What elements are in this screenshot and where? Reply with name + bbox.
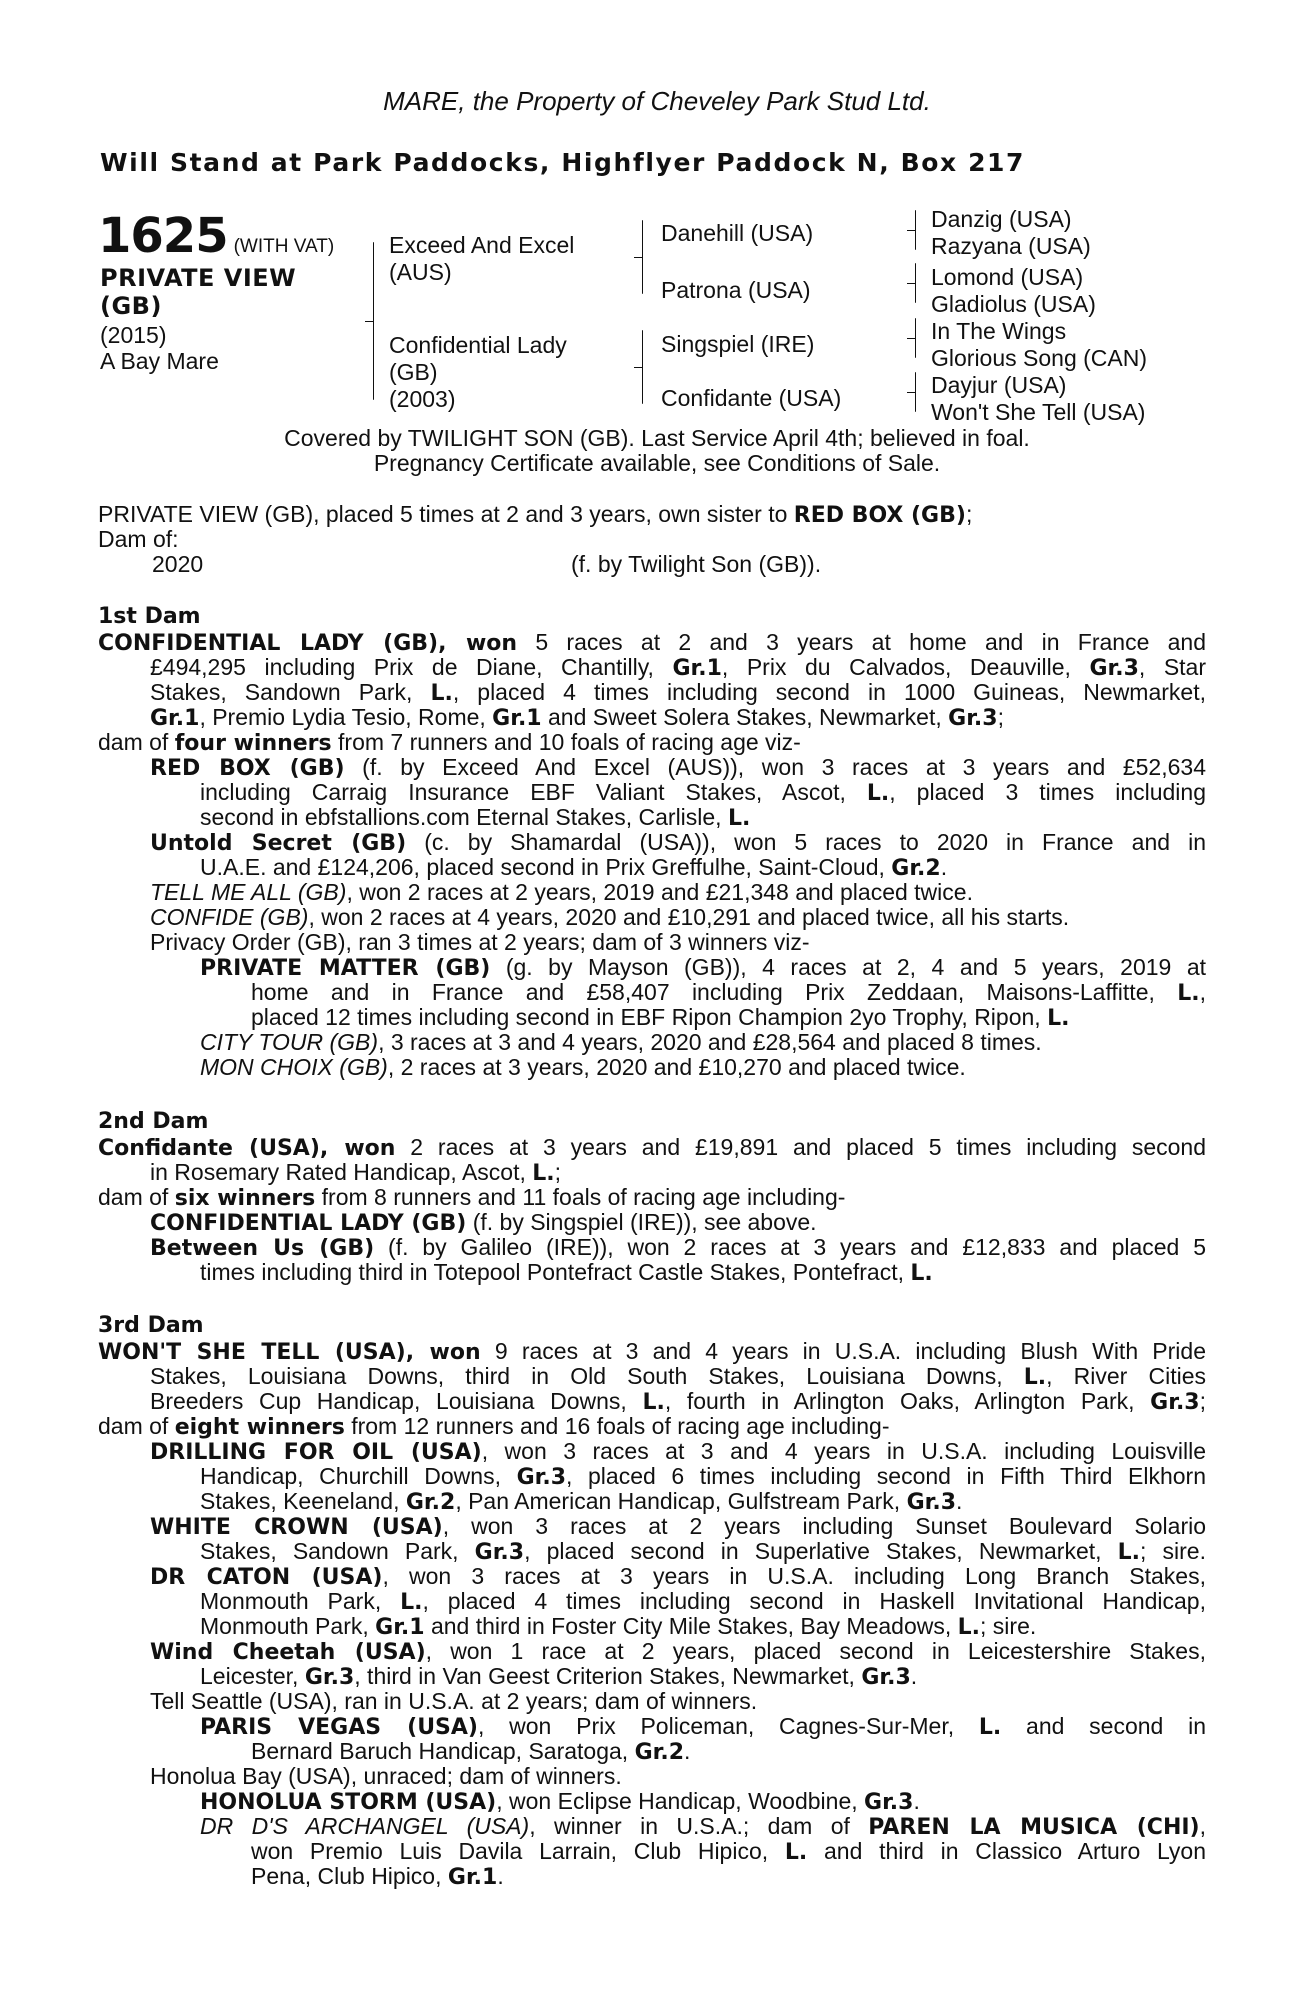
dam-dam: Confidante (USA) xyxy=(661,385,842,411)
dsd: Glorious Song (CAN) xyxy=(931,345,1148,371)
d3-line-1: WON'T SHE TELL (USA), won 9 races at 3 and 4 years in U.S.A. including Blush With Pride xyxy=(98,1338,1206,1365)
sds: Lomond (USA) xyxy=(931,264,1084,290)
covered-line-2: Pregnancy Certificate available, see Conditions of Sale. xyxy=(373,450,941,476)
wd-2: Leicester, Gr.3, third in Van Geest Criterion Stakes, Newmarket, Gr.3. xyxy=(200,1663,918,1690)
d2-line-2: in Rosemary Rated Handicap, Ascot, L.; xyxy=(150,1159,562,1186)
df-1: DRILLING FOR OIL (USA), won 3 races at 3 and 4 years in U.S.A. including Louisville xyxy=(150,1438,1207,1465)
dc-3: Monmouth Park, Gr.1 and third in Foster City Mile Stakes, Bay Meadows, L.; sire. xyxy=(200,1613,1037,1640)
df-2: Handicap, Churchill Downs, Gr.3, placed 6 times including second in Fifth Third Elkhorn xyxy=(200,1463,1206,1490)
second-dam-heading: 2nd Dam xyxy=(98,1109,209,1134)
privacy-order: Privacy Order (GB), ran 3 times at 2 years; dam of 3 winners viz- xyxy=(150,929,810,955)
d3-line-4: dam of eight winners from 12 runners and 16 foals of racing age including- xyxy=(98,1413,890,1440)
produce-foal: (f. by Twilight Son (GB)). xyxy=(571,551,822,577)
lot-number-block xyxy=(98,208,334,264)
d1-line-2: £494,295 including Prix de Diane, Chantilly, Gr.1, Prix du Calvados, Deauville, Gr.3, Star xyxy=(150,654,1206,681)
redbox-1: RED BOX (GB) (f. by Exceed And Excel (AUS)), won 3 races at 3 years and £52,634 xyxy=(150,754,1206,781)
produce-year: 2020 xyxy=(152,551,204,577)
pedigree-brace-3b xyxy=(915,263,916,303)
wc-2: Stakes, Sandown Park, Gr.3, placed second in Superlative Stakes, Newmarket, L.; sire. xyxy=(200,1538,1206,1565)
horse-name xyxy=(100,264,296,320)
pedigree-brace-2a xyxy=(642,220,643,294)
covered-line-1: Covered by TWILIGHT SON (GB). Last Service April 4th; believed in foal. xyxy=(284,425,1030,451)
d3-line-2: Stakes, Louisiana Downs, third in Old South Stakes, Louisiana Downs, L., River Cities xyxy=(150,1363,1206,1390)
ssd: Razyana (USA) xyxy=(931,233,1091,259)
horse-info xyxy=(100,322,219,374)
sire-dam: Patrona (USA) xyxy=(661,277,811,303)
d2-bu-1: Between Us (GB) (f. by Galileo (IRE)), won 2 races at 3 years and £12,833 and placed 5 xyxy=(150,1234,1206,1261)
da-3: Pena, Club Hipico, Gr.1. xyxy=(251,1863,504,1890)
first-dam-heading: 1st Dam xyxy=(98,604,201,629)
sire-name: Exceed And Excel (AUS) xyxy=(389,232,575,285)
dam-sire: Singspiel (IRE) xyxy=(661,331,815,357)
pedigree-brace-2b xyxy=(642,330,643,404)
pedigree-brace-3c xyxy=(915,318,916,358)
redbox-2: including Carraig Insurance EBF Valiant Stakes, Ascot, L., placed 3 times including xyxy=(200,779,1206,806)
d1-line-5: dam of four winners from 7 runners and 10 foals of racing age viz- xyxy=(98,729,801,756)
pedigree-brace-3a xyxy=(915,210,916,250)
untold-1: Untold Secret (GB) (c. by Shamardal (USA)), won 5 races to 2020 in France and in xyxy=(150,829,1206,856)
vat-note: (WITH VAT) xyxy=(233,236,335,257)
pm-3: placed 12 times including second in EBF Ripon Champion 2yo Trophy, Ripon, L. xyxy=(251,1004,1070,1031)
dam-name: Confidential Lady (GB) (2003) xyxy=(389,332,567,412)
dds: Dayjur (USA) xyxy=(931,372,1067,398)
sss: Danzig (USA) xyxy=(931,206,1072,232)
ddd: Won't She Tell (USA) xyxy=(931,399,1146,425)
sire-sire: Danehill (USA) xyxy=(661,220,814,246)
d2-line-1: Confidante (USA), won 2 races at 3 years and £19,891 and placed 5 times including second xyxy=(98,1134,1206,1161)
horse-name-line2: (GB) xyxy=(100,292,162,320)
d1-line-1: CONFIDENTIAL LADY (GB), won 5 races at 2 and 3 years at home and in France and xyxy=(98,629,1207,656)
lot-number: 1625 xyxy=(98,208,228,264)
d3-line-3: Breeders Cup Handicap, Louisiana Downs, L., fourth in Arlington Oaks, Arlington Park, Gr.3; xyxy=(150,1388,1206,1415)
wc-1: WHITE CROWN (USA), won 3 races at 2 years including Sunset Boulevard Solario xyxy=(150,1513,1206,1540)
df-3: Stakes, Keeneland, Gr.2, Pan American Handicap, Gulfstream Park, Gr.3. xyxy=(200,1488,963,1515)
horse-description: A Bay Mare xyxy=(100,348,219,374)
foaling-year: (2015) xyxy=(100,322,167,348)
horse-name-line1: PRIVATE VIEW xyxy=(100,264,297,292)
intro-line-1: PRIVATE VIEW (GB), placed 5 times at 2 and 3 years, own sister to RED BOX (GB); xyxy=(98,501,973,528)
wd-1: Wind Cheetah (USA), won 1 race at 2 years, placed second in Leicestershire Stakes, xyxy=(150,1638,1206,1665)
dss: In The Wings xyxy=(931,318,1067,344)
dc-2: Monmouth Park, L., placed 4 times including second in Haskell Invitational Handicap, xyxy=(200,1588,1206,1615)
vendor-line: MARE, the Property of Cheveley Park Stud Ltd. xyxy=(383,86,931,116)
confide: CONFIDE (GB), won 2 races at 4 years, 2020 and £10,291 and placed twice, all his starts. xyxy=(150,904,1070,930)
pedigree-brace-1 xyxy=(373,242,374,400)
d1-line-3: Stakes, Sandown Park, L., placed 4 times including second in 1000 Guineas, Newmarket, xyxy=(150,679,1206,706)
hs-1: HONOLUA STORM (USA), won Eclipse Handicap, Woodbine, Gr.3. xyxy=(200,1788,920,1815)
da-1: DR D'S ARCHANGEL (USA), winner in U.S.A.; dam of PAREN LA MUSICA (CHI), xyxy=(200,1813,1206,1840)
tellmeall: TELL ME ALL (GB), won 2 races at 2 years, 2019 and £21,348 and placed twice. xyxy=(150,879,973,905)
pv-2: Bernard Baruch Handicap, Saratoga, Gr.2. xyxy=(251,1738,691,1765)
pm-2: home and in France and £58,407 including Prix Zeddaan, Maisons-Laffitte, L., xyxy=(251,979,1206,1006)
sdd: Gladiolus (USA) xyxy=(931,291,1096,317)
d1-line-4: Gr.1, Premio Lydia Tesio, Rome, Gr.1 and Sweet Solera Stakes, Newmarket, Gr.3; xyxy=(150,704,1004,731)
d2-line-3: dam of six winners from 8 runners and 11 foals of racing age including- xyxy=(98,1184,846,1211)
location-line: Will Stand at Park Paddocks, Highflyer Paddock N, Box 217 xyxy=(100,148,1026,177)
mon-choix: MON CHOIX (GB), 2 races at 3 years, 2020 and £10,270 and placed twice. xyxy=(200,1054,966,1080)
pm-1: PRIVATE MATTER (GB) (g. by Mayson (GB)), 4 races at 2, 4 and 5 years, 2019 at xyxy=(200,954,1207,981)
city-tour: CITY TOUR (GB), 3 races at 3 and 4 years, 2020 and £28,564 and placed 8 times. xyxy=(200,1029,1042,1055)
tell-seattle: Tell Seattle (USA), ran in U.S.A. at 2 years; dam of winners. xyxy=(150,1688,758,1714)
pv-1: PARIS VEGAS (USA), won Prix Policeman, Cagnes-Sur-Mer, L. and second in xyxy=(200,1713,1206,1740)
third-dam-heading: 3rd Dam xyxy=(98,1313,204,1338)
intro-line-2: Dam of: xyxy=(98,526,179,552)
honolua-bay: Honolua Bay (USA), unraced; dam of winners. xyxy=(150,1763,622,1789)
da-2: won Premio Luis Davila Larrain, Club Hipico, L. and third in Classico Arturo Lyon xyxy=(251,1838,1206,1865)
pedigree-brace-3d xyxy=(915,372,916,412)
untold-2: U.A.E. and £124,206, placed second in Prix Greffulhe, Saint-Cloud, Gr.2. xyxy=(200,854,948,881)
redbox-3: second in ebfstallions.com Eternal Stakes, Carlisle, L. xyxy=(200,804,751,831)
d2-cl: CONFIDENTIAL LADY (GB) (f. by Singspiel (IRE)), see above. xyxy=(150,1209,817,1236)
d2-bu-2: times including third in Totepool Pontefract Castle Stakes, Pontefract, L. xyxy=(200,1259,933,1286)
dc-1: DR CATON (USA), won 3 races at 3 years in U.S.A. including Long Branch Stakes, xyxy=(150,1563,1206,1590)
